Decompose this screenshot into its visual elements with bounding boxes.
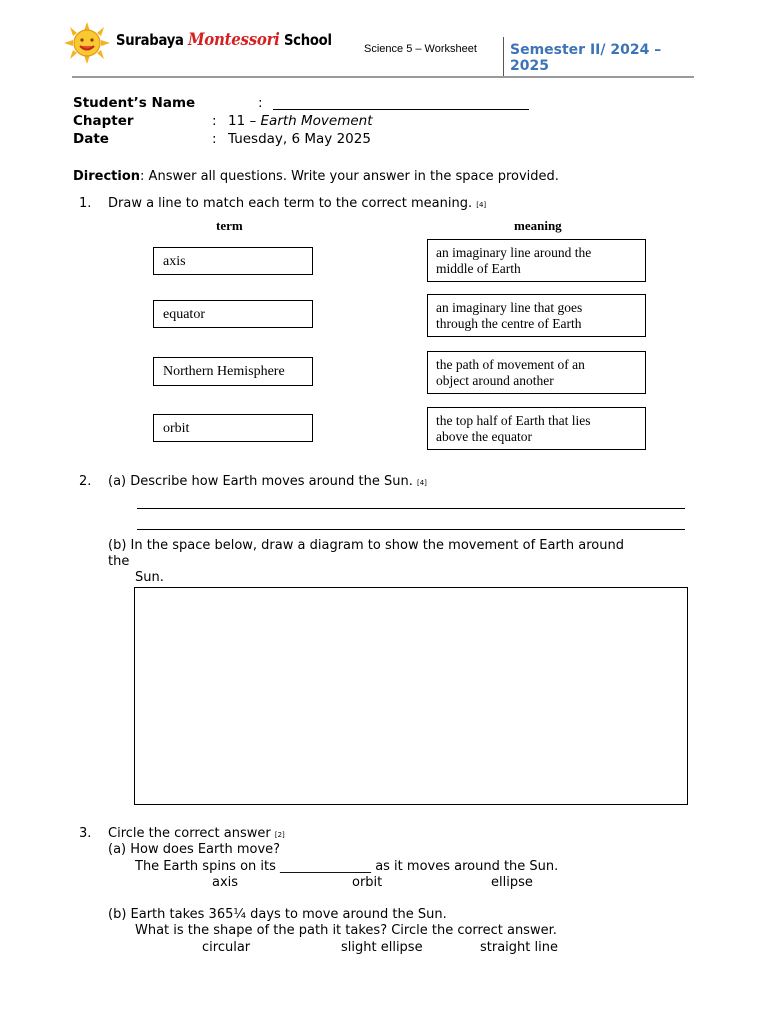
date-label: Date <box>73 131 109 147</box>
q1-number: 1. <box>79 196 92 211</box>
q3b-sentence: What is the shape of the path it takes? Circle the correct answer. <box>135 923 557 938</box>
student-name-colon: : <box>258 95 263 111</box>
semester-label: Semester II/ 2024 – 2025 <box>510 42 662 74</box>
meaning-box-4[interactable]: the top half of Earth that lies above the equator <box>427 407 646 450</box>
term-header: term <box>216 218 243 233</box>
q2-number: 2. <box>79 474 92 489</box>
student-name-input[interactable] <box>273 109 529 110</box>
q3a-option-axis[interactable]: axis <box>212 875 239 890</box>
school-name: Surabaya Montessori School <box>116 30 332 50</box>
q3b-question: (b) Earth takes 365¼ days to move around the Sun. <box>108 907 447 922</box>
header-divider <box>503 37 504 77</box>
chapter-value: 11 – Earth Movement <box>228 113 373 129</box>
q2b-drawing-box[interactable] <box>134 587 688 805</box>
sun-logo-icon <box>62 22 112 64</box>
q1-text: Draw a line to match each term to the correct meaning. [4] <box>108 196 487 211</box>
date-colon: : <box>212 131 217 147</box>
header-rule <box>72 76 694 78</box>
chapter-colon: : <box>212 113 217 129</box>
q3-number: 3. <box>79 826 92 841</box>
meaning-header: meaning <box>514 218 562 233</box>
q2a-answer-line-1[interactable] <box>137 508 685 509</box>
term-box-northern-hemisphere[interactable]: Northern Hemisphere <box>153 357 313 386</box>
meaning-box-1[interactable]: an imaginary line around the middle of Earth <box>427 239 646 282</box>
school-logo <box>62 22 112 64</box>
q3a-option-ellipse[interactable]: ellipse <box>491 875 533 890</box>
term-box-orbit[interactable]: orbit <box>153 414 313 442</box>
q3b-option-circular[interactable]: circular <box>202 940 251 955</box>
q2a-text: (a) Describe how Earth moves around the Sun. [4] <box>108 474 427 489</box>
q3a-blank[interactable]: ______________ <box>280 859 372 874</box>
meaning-box-2[interactable]: an imaginary line that goes through the centre of Earth <box>427 294 646 337</box>
student-name-label: Student’s Name <box>73 95 196 111</box>
subject-label: Science 5 – Worksheet <box>364 43 477 55</box>
meaning-box-3[interactable]: the path of movement of an object around another <box>427 351 646 394</box>
chapter-label: Chapter <box>73 113 134 129</box>
direction-text: Direction: Answer all questions. Write your answer in the space provided. <box>73 169 559 184</box>
q2b-text: (b) In the space below, draw a diagram to show the movement of Earth around the Sun. <box>108 538 624 585</box>
term-box-axis[interactable]: axis <box>153 247 313 275</box>
q3b-option-slight-ellipse[interactable]: slight ellipse <box>341 940 423 955</box>
term-box-equator[interactable]: equator <box>153 300 313 328</box>
q3b-option-straight-line[interactable]: straight line <box>480 940 558 955</box>
date-value: Tuesday, 6 May 2025 <box>228 131 371 147</box>
q3a-sentence: The Earth spins on its ______________ as it moves around the Sun. <box>135 859 559 874</box>
q3-text: Circle the correct answer [2] <box>108 826 285 841</box>
q3a-option-orbit[interactable]: orbit <box>352 875 383 890</box>
q2a-answer-line-2[interactable] <box>137 529 685 530</box>
q3a-question: (a) How does Earth move? <box>108 842 281 857</box>
